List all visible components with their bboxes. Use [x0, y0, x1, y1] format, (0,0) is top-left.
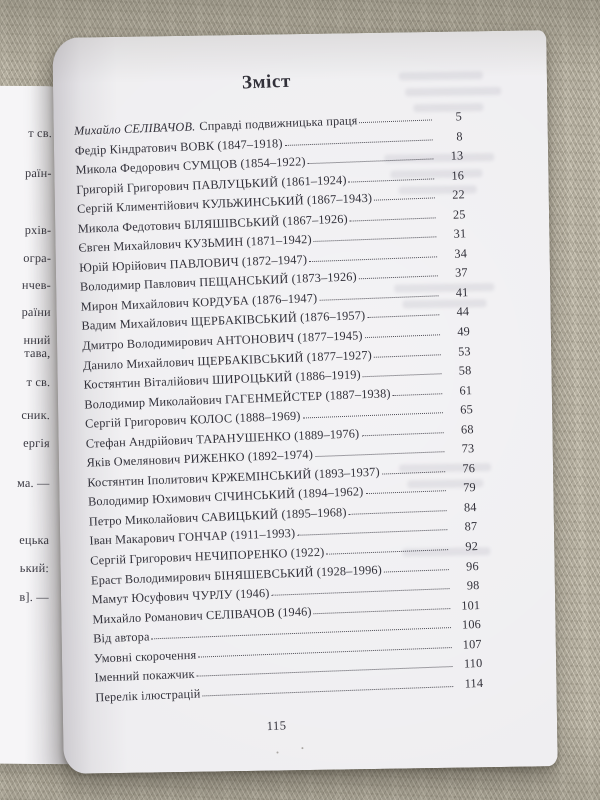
dot-leader	[349, 178, 435, 182]
toc-entry-name: Мамут Юсуфович ЧУРЛУ (1946)	[91, 586, 270, 607]
toc-entry-page-number: 5	[455, 109, 463, 124]
toc-entry-name: Микола Федорович СУМЦОВ (1854–1922)	[75, 154, 306, 177]
left-page-text-fragment: т св.	[26, 374, 51, 390]
toc-entry-page-number: 31	[453, 226, 467, 241]
left-page-text-fragment: тава,	[24, 345, 51, 361]
dot-leader	[359, 119, 432, 123]
left-page-text-fragment: в]. —	[19, 589, 49, 605]
left-page-text-fragment: ецька	[19, 532, 50, 548]
dot-leader	[384, 569, 449, 572]
dot-leader	[365, 334, 440, 338]
dot-leader	[285, 139, 433, 146]
toc-entry-page-number: 53	[457, 343, 471, 359]
dot-leader	[363, 373, 442, 377]
ink-bleedthrough	[52, 30, 546, 38]
toc-entry-label	[94, 647, 197, 666]
toc-entry-label	[95, 686, 201, 705]
toc-entry-name: Юрій Юрійович ПАВЛОВИЧ (1872–1947)	[78, 252, 308, 275]
dot-leader	[393, 393, 443, 396]
toc-entry-page-number: 49	[457, 324, 471, 339]
dot-leader	[350, 217, 436, 221]
toc-entry-name: Справді подвижницька праця	[199, 113, 358, 134]
dot-leader	[349, 510, 447, 515]
toc-entry-name: Микола Федотович БІЛЯШІВСЬКИЙ (1867–1926)	[77, 211, 349, 236]
toc-entry-name: Петро Миколайович САВИЦЬКИЙ (1895–1968)	[88, 504, 347, 529]
page-title: Зміст	[241, 70, 292, 94]
toc-entry-label	[93, 630, 150, 647]
dot-leader	[326, 549, 448, 555]
dot-leader	[203, 686, 454, 696]
left-page-text-fragment: огра-	[23, 250, 52, 266]
toc-entry-name: Стефан Андрійович ТАРАНУШЕНКО (1889–1976)	[85, 426, 360, 451]
toc-entry-page-number: 37	[454, 265, 468, 281]
left-page-text-fragment: ький:	[19, 560, 50, 576]
toc-entry-name: Данило Михайлович ЩЕРБАКІВСЬКИЙ (1877–1927)	[82, 347, 373, 373]
toc-entry-page-number: 76	[462, 460, 476, 476]
toc-entry-page-number: 96	[465, 558, 479, 574]
left-page-text-fragment: ергія	[23, 435, 50, 451]
toc-entry-page-number: 87	[464, 519, 478, 534]
toc-entry-name: Костянтин Іполитович КРЖЕМІНСЬКИЙ (1893–1937)	[87, 464, 380, 490]
toc-entry-name: Михайло Романович СЕЛІВАЧОВ (1946)	[92, 603, 312, 627]
toc-entry-name: Іменний покажчик	[94, 667, 195, 685]
toc-entry-page-number: 16	[451, 167, 465, 183]
dot-leader	[303, 412, 443, 418]
toc-entry-page-number: 98	[466, 578, 480, 593]
table-of-contents-page	[52, 30, 557, 774]
left-page-text-fragment: раїни	[21, 304, 51, 320]
toc-entry-name: Володимир Миколайович ГАГЕНМЕЙСТЕР (1887–1938)	[84, 385, 391, 412]
toc-entry-page-number: 92	[465, 539, 479, 554]
toc-content	[72, 63, 485, 740]
toc-entry-page-number: 41	[455, 285, 469, 300]
toc-entry-name: Вадим Михайлович ЩЕРБАКІВСЬКИЙ (1876–1957)	[81, 308, 366, 334]
toc-entry-name: Дмитро Володимирович АНТОНОВИЧ (1877–1945)	[81, 328, 363, 353]
toc-entry-author-italic: Михайло СЕЛІВАЧОВ.	[73, 119, 196, 138]
dot-leader	[374, 198, 435, 201]
dot-leader	[315, 452, 444, 458]
toc-entry-page-number: 101	[461, 597, 481, 613]
toc-entry-page-number: 110	[463, 656, 483, 671]
toc-entry-name: Володимир Павлович ПЕЩАНСЬКИЙ (1873–1926)	[79, 269, 358, 295]
toc-entry-page-number: 13	[450, 148, 464, 163]
dot-leader	[152, 627, 451, 639]
toc-entry-name: Від автора	[92, 629, 150, 646]
toc-entry-label	[94, 667, 195, 686]
dot-leader	[319, 295, 438, 300]
dot-leader	[374, 354, 441, 358]
dot-leader	[314, 237, 437, 243]
toc-entry-page-number: 79	[462, 480, 477, 495]
toc-list	[74, 109, 484, 710]
left-page-text-fragment: раїн-	[25, 165, 52, 181]
dot-leader	[382, 471, 445, 474]
toc-entry-name: Сергій Григорович КОЛОС (1888–1969)	[84, 408, 301, 431]
dot-leader	[367, 315, 439, 319]
dot-leader	[308, 159, 434, 165]
toc-entry-name: Іван Макарович ГОНЧАР (1911–1993)	[89, 526, 296, 549]
toc-entry-page-number: 8	[456, 128, 463, 144]
dot-leader	[365, 491, 445, 495]
toc-entry-name: Ераст Володимирович БІНЯШЕВСЬКИЙ (1928–1996)	[90, 562, 383, 588]
toc-entry-page-number: 114	[464, 675, 484, 691]
toc-entry-page-number: 25	[452, 206, 466, 222]
toc-entry-name: Мирон Михайлович КОРДУБА (1876–1947)	[80, 290, 318, 314]
toc-entry-name: Сергій Григорович НЕЧИПОРЕНКО (1922)	[89, 544, 325, 568]
dust-speck	[301, 747, 303, 749]
toc-entry-page-number: 22	[451, 187, 466, 202]
left-page-text-fragment: нчев-	[21, 277, 52, 293]
left-page-text-fragment: т св.	[28, 125, 53, 141]
left-page-text-fragment: рхів-	[24, 222, 52, 238]
toc-entry-page-number: 58	[458, 363, 472, 378]
dot-leader	[297, 530, 447, 537]
toc-entry-page-number: 61	[459, 382, 473, 398]
dot-leader	[272, 588, 450, 596]
dot-leader	[309, 256, 437, 262]
dot-leader	[197, 666, 453, 677]
toc-entry-page-number: 73	[461, 441, 475, 456]
toc-entry-name: Сергій Климентійович КУЛЬЖИНСЬКИЙ (1867–1943)	[76, 190, 373, 217]
dot-leader	[361, 432, 443, 436]
toc-entry-page-number: 84	[463, 499, 477, 515]
toc-entry-page-number: 34	[454, 246, 468, 261]
toc-entry-name: Яків Омелянович РИЖЕНКО (1892–1974)	[86, 447, 314, 470]
left-page-text-fragment: сник.	[21, 407, 51, 423]
toc-entry-page-number: 65	[459, 402, 474, 417]
toc-entry-page-number: 107	[462, 636, 482, 652]
dot-leader	[359, 276, 438, 280]
toc-entry-name: Євген Михайлович КУЗЬМИН (1871–1942)	[78, 232, 312, 256]
toc-entry-name: Перелік ілюстрацій	[95, 686, 201, 705]
left-page-text-fragment: ма. —	[16, 475, 50, 491]
left-page-text-fragment: нний	[23, 332, 51, 348]
toc-entry-name: Федір Кіндратович ВОВК (1847–1918)	[74, 135, 283, 158]
dot-leader	[198, 647, 451, 658]
dust-speck	[276, 751, 278, 753]
dot-leader	[314, 608, 451, 614]
toc-entry-name: Умовні скорочення	[93, 647, 197, 666]
toc-entry-page-number: 68	[460, 421, 474, 437]
toc-entry-page-number: 106	[461, 617, 482, 632]
folio-page-number: 115	[266, 718, 287, 734]
toc-entry-page-number: 44	[456, 304, 470, 320]
toc-entry-name: Володимир Юхимович СІЧИНСЬКИЙ (1894–1962)	[87, 484, 364, 509]
toc-entry-name: Григорій Григорович ПАВЛУЦЬКИЙ (1861–1924)	[76, 172, 347, 197]
toc-entry-name: Костянтин Віталійович ШИРОЦЬКИЙ (1886–1919)	[83, 367, 362, 392]
